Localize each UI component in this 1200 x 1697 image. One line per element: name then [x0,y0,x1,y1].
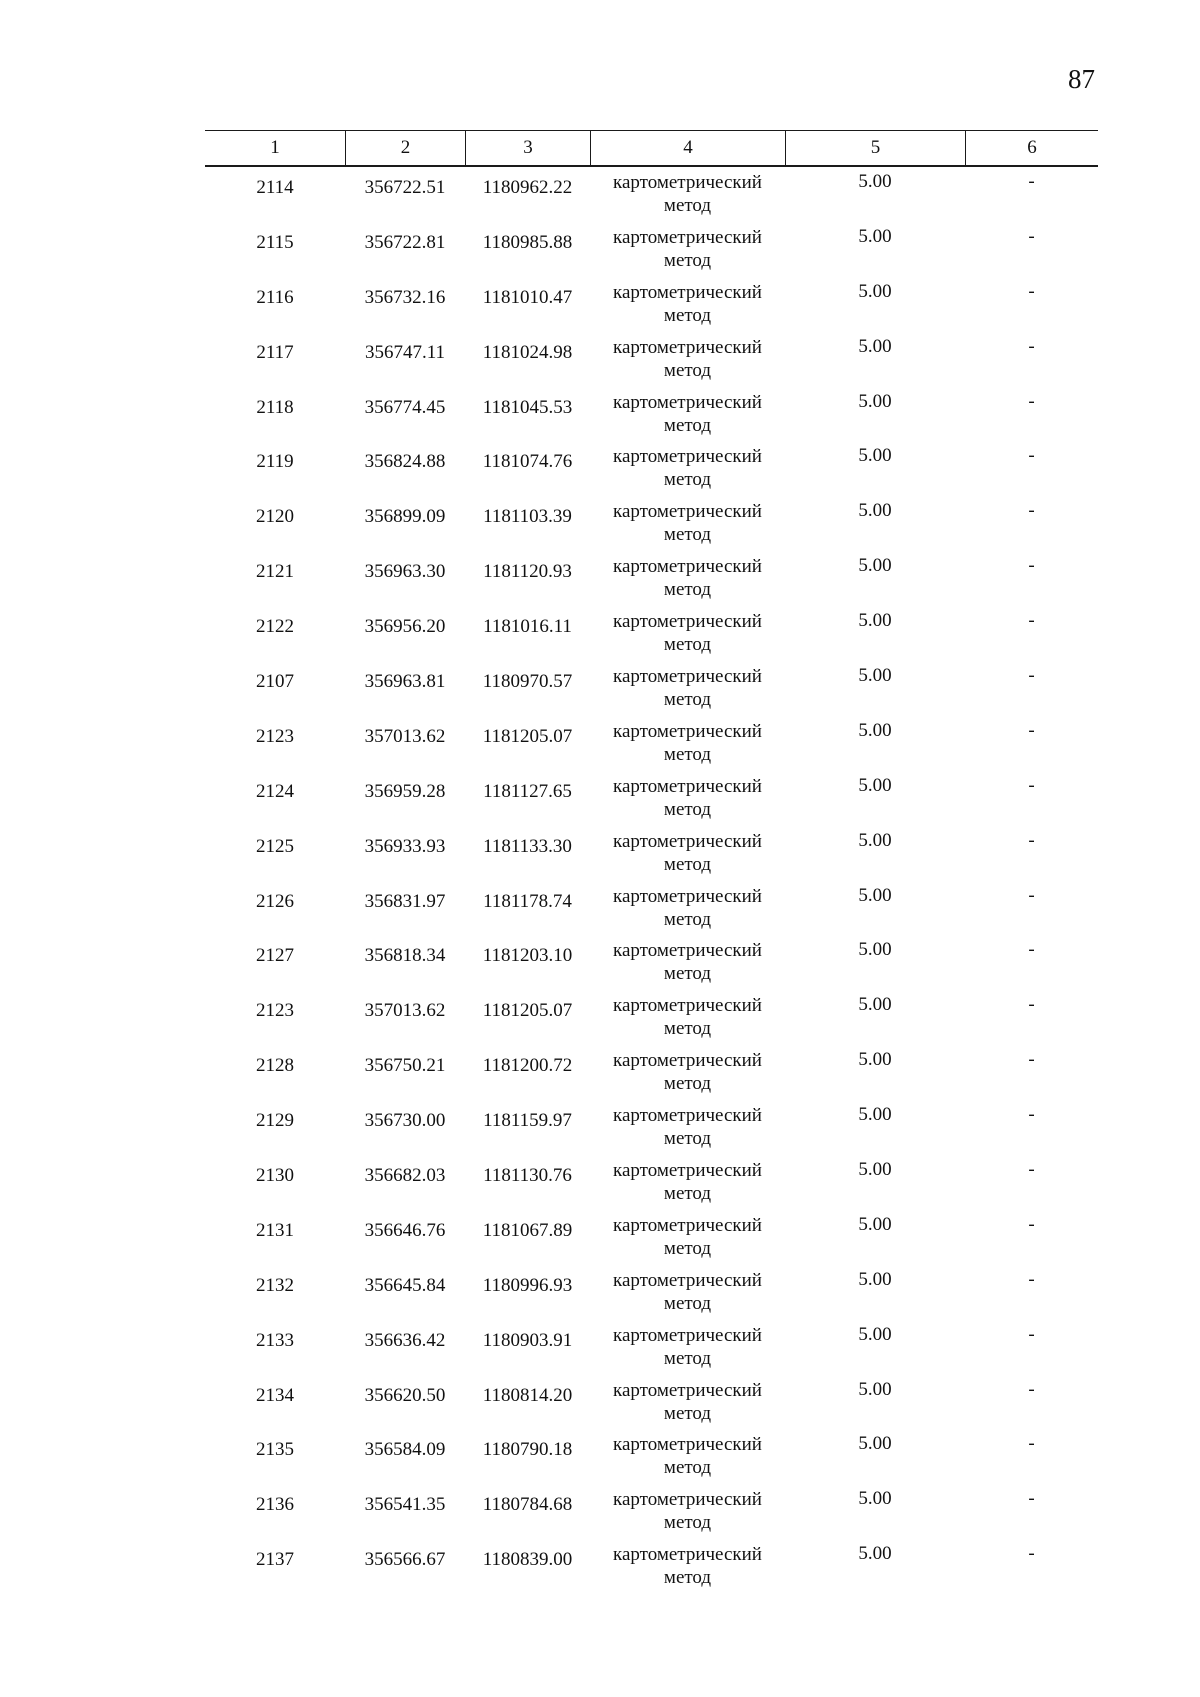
method-line-1: картометрический [613,720,762,742]
point-number-cell: 2130 [256,1165,294,1187]
method-cell [590,555,785,601]
note-cell: - [1028,225,1035,247]
header-col-3: 3 [465,131,590,165]
accuracy-cell: 5.00 [858,500,892,522]
x-coordinate-cell: 356620.50 [364,1384,446,1406]
method-line-2: метод [663,1567,712,1589]
method-cell [590,445,785,491]
table-row [205,167,1098,222]
method-line-1: картометрический [613,501,762,523]
note-cell: - [1028,610,1035,632]
method-line-1: картометрический [613,226,762,248]
y-coordinate-cell: 1180784.68 [482,1494,573,1516]
accuracy-cell: 5.00 [858,1268,892,1290]
point-number-cell: 2115 [256,231,294,253]
method-line-2: метод [663,634,712,656]
point-number-cell: 2137 [256,1549,294,1571]
y-coordinate-cell: 1181130.76 [483,1165,572,1187]
method-line-1: картометрический [613,1379,762,1401]
table-row [205,1265,1098,1320]
note-cell: - [1028,1543,1035,1565]
accuracy-cell: 5.00 [858,555,892,577]
method-cell [590,226,785,272]
y-coordinate-cell: 1180790.18 [482,1439,573,1461]
note-cell: - [1028,555,1035,577]
accuracy-cell: 5.00 [858,280,892,302]
accuracy-cell: 5.00 [858,1159,892,1181]
y-coordinate-cell: 1181045.53 [482,396,573,418]
method-line-1: картометрический [613,1105,762,1127]
table-row [205,551,1098,606]
method-line-2: метод [663,689,712,711]
accuracy-cell: 5.00 [858,335,892,357]
point-number-cell: 2123 [256,725,294,747]
method-cell [590,281,785,327]
table-row [205,1375,1098,1430]
x-coordinate-cell: 356963.81 [364,671,446,693]
coordinates-table [205,130,1098,1594]
accuracy-cell: 5.00 [858,829,892,851]
y-coordinate-cell: 1181074.76 [482,451,573,473]
method-cell [590,720,785,766]
table-row [205,716,1098,771]
method-cell [590,1543,785,1589]
method-line-2: метод [663,1457,712,1479]
accuracy-cell: 5.00 [858,665,892,687]
point-number-cell: 2132 [256,1274,294,1296]
x-coordinate-cell: 356824.88 [364,451,446,473]
method-line-2: метод [663,1183,712,1205]
accuracy-cell: 5.00 [858,884,892,906]
table-row [205,222,1098,277]
method-line-2: метод [663,1237,712,1259]
method-line-2: метод [663,579,712,601]
point-number-cell: 2114 [256,177,294,198]
accuracy-cell: 5.00 [858,1323,892,1345]
table-row [205,1429,1098,1484]
point-number-cell: 2129 [256,1110,294,1132]
y-coordinate-cell: 1180985.88 [482,231,573,253]
method-line-1: картометрический [613,1489,762,1511]
method-line-1: картометрический [613,1269,762,1291]
method-cell [590,1214,785,1260]
table-row [205,935,1098,990]
accuracy-cell: 5.00 [858,610,892,632]
method-line-2: метод [663,1018,712,1040]
x-coordinate-cell: 356730.00 [364,1110,446,1132]
x-coordinate-cell: 356566.67 [364,1549,446,1571]
point-number-cell: 2120 [256,506,294,528]
method-cell [590,1379,785,1425]
method-cell [590,939,785,985]
point-number-cell: 2123 [256,1000,294,1022]
point-number-cell: 2116 [256,286,294,308]
x-coordinate-cell: 356747.11 [364,341,446,363]
method-line-2: метод [663,359,712,381]
method-line-1: картометрический [613,830,762,852]
method-line-2: метод [663,743,712,765]
y-coordinate-cell: 1181067.89 [482,1219,573,1241]
table-row [205,771,1098,826]
y-coordinate-cell: 1180962.22 [482,177,573,198]
accuracy-cell: 5.00 [858,225,892,247]
method-line-1: картометрический [613,666,762,688]
note-cell: - [1028,719,1035,741]
method-line-1: картометрический [613,885,762,907]
y-coordinate-cell: 1180970.57 [482,671,573,693]
table-row [205,826,1098,881]
accuracy-cell: 5.00 [858,719,892,741]
table-row [205,1320,1098,1375]
method-line-2: метод [663,1347,712,1369]
method-cell [590,1433,785,1479]
method-cell [590,500,785,546]
x-coordinate-cell: 356682.03 [364,1165,446,1187]
y-coordinate-cell: 1180903.91 [482,1329,573,1351]
method-line-1: картометрический [613,1544,762,1566]
x-coordinate-cell: 356933.93 [364,835,446,857]
x-coordinate-cell: 356831.97 [364,890,446,912]
x-coordinate-cell: 356646.76 [364,1219,446,1241]
point-number-cell: 2131 [256,1219,294,1241]
method-line-1: картометрический [613,775,762,797]
table-row [205,1484,1098,1539]
accuracy-cell: 5.00 [858,1104,892,1126]
note-cell: - [1028,1049,1035,1071]
x-coordinate-cell: 357013.62 [364,725,446,747]
method-line-1: картометрический [613,281,762,303]
method-cell [590,665,785,711]
method-line-2: метод [663,1128,712,1150]
accuracy-cell: 5.00 [858,1488,892,1510]
y-coordinate-cell: 1181016.11 [483,616,572,638]
y-coordinate-cell: 1181010.47 [482,286,573,308]
accuracy-cell: 5.00 [858,1378,892,1400]
table-row [205,277,1098,332]
point-number-cell: 2128 [256,1055,294,1077]
note-cell: - [1028,1159,1035,1181]
note-cell: - [1028,445,1035,467]
x-coordinate-cell: 356750.21 [364,1055,446,1077]
y-coordinate-cell: 1180996.93 [482,1274,573,1296]
method-line-2: метод [663,1292,712,1314]
method-line-2: метод [663,853,712,875]
note-cell: - [1028,1378,1035,1400]
table-row [205,496,1098,551]
method-line-2: метод [663,798,712,820]
y-coordinate-cell: 1180814.20 [482,1384,573,1406]
table-header [205,130,1098,167]
table-row [205,387,1098,442]
note-cell: - [1028,939,1035,961]
point-number-cell: 2121 [256,561,294,583]
method-cell [590,775,785,821]
method-cell [590,1324,785,1370]
note-cell: - [1028,829,1035,851]
method-line-2: метод [663,963,712,985]
y-coordinate-cell: 1181133.30 [483,835,572,857]
accuracy-cell: 5.00 [858,774,892,796]
note-cell: - [1028,884,1035,906]
method-cell [590,1488,785,1534]
method-line-1: картометрический [613,1434,762,1456]
point-number-cell: 2117 [256,341,294,363]
y-coordinate-cell: 1180839.00 [482,1549,573,1571]
point-number-cell: 2135 [256,1439,294,1461]
x-coordinate-cell: 356818.34 [364,945,446,967]
method-line-1: картометрический [613,1160,762,1182]
x-coordinate-cell: 357013.62 [364,1000,446,1022]
accuracy-cell: 5.00 [858,445,892,467]
x-coordinate-cell: 356956.20 [364,616,446,638]
point-number-cell: 2124 [256,780,294,802]
x-coordinate-cell: 356645.84 [364,1274,446,1296]
method-line-1: картометрический [613,172,762,193]
y-coordinate-cell: 1181203.10 [482,945,573,967]
method-line-1: картометрический [613,611,762,633]
table-body [205,167,1098,1594]
y-coordinate-cell: 1181159.97 [483,1110,572,1132]
table-row [205,441,1098,496]
header-col-1: 1 [270,137,280,158]
x-coordinate-cell: 356541.35 [364,1494,446,1516]
method-line-1: картометрический [613,556,762,578]
accuracy-cell: 5.00 [858,1213,892,1235]
page-number: 87 [1068,64,1095,94]
accuracy-cell: 5.00 [858,939,892,961]
table-row [205,1045,1098,1100]
accuracy-cell: 5.00 [858,994,892,1016]
method-cell [590,1269,785,1315]
point-number-cell: 2134 [256,1384,294,1406]
method-line-2: метод [663,414,712,436]
y-coordinate-cell: 1181205.07 [482,1000,573,1022]
method-cell [590,1049,785,1095]
method-cell [590,336,785,382]
note-cell: - [1028,1323,1035,1345]
note-cell: - [1028,1268,1035,1290]
method-cell [590,885,785,931]
method-cell [590,610,785,656]
y-coordinate-cell: 1181103.39 [483,506,572,528]
header-col-5: 5 [785,131,965,165]
method-cell [590,1159,785,1205]
method-line-1: картометрический [613,446,762,468]
method-line-1: картометрический [613,940,762,962]
note-cell: - [1028,665,1035,687]
accuracy-cell: 5.00 [858,1049,892,1071]
point-number-cell: 2133 [256,1329,294,1351]
table-row [205,1539,1098,1594]
y-coordinate-cell: 1181024.98 [482,341,573,363]
method-line-2: метод [663,1402,712,1424]
method-line-1: картометрический [613,1214,762,1236]
x-coordinate-cell: 356636.42 [364,1329,446,1351]
table-row [205,661,1098,716]
table-row [205,881,1098,936]
point-number-cell: 2107 [256,671,294,693]
method-cell [590,830,785,876]
note-cell: - [1028,390,1035,412]
method-cell [590,994,785,1040]
method-line-1: картометрический [613,336,762,358]
point-number-cell: 2127 [256,945,294,967]
accuracy-cell: 5.00 [858,390,892,412]
y-coordinate-cell: 1181120.93 [483,561,572,583]
method-cell [590,391,785,437]
method-cell [590,171,785,217]
note-cell: - [1028,1488,1035,1510]
table-row [205,1210,1098,1265]
method-line-2: метод [663,524,712,546]
table-row [205,1100,1098,1155]
table-row [205,1155,1098,1210]
method-line-2: метод [663,249,712,271]
y-coordinate-cell: 1181205.07 [482,725,573,747]
point-number-cell: 2136 [256,1494,294,1516]
y-coordinate-cell: 1181127.65 [483,780,572,802]
note-cell: - [1028,1104,1035,1126]
method-line-1: картометрический [613,995,762,1017]
header-col-2: 2 [345,131,465,165]
note-cell: - [1028,774,1035,796]
x-coordinate-cell: 356722.81 [364,231,446,253]
table-row [205,606,1098,661]
point-number-cell: 2125 [256,835,294,857]
x-coordinate-cell: 356899.09 [364,506,446,528]
x-coordinate-cell: 356732.16 [364,286,446,308]
note-cell: - [1028,1433,1035,1455]
x-coordinate-cell: 356722.51 [364,177,446,198]
y-coordinate-cell: 1181200.72 [482,1055,573,1077]
accuracy-cell: 5.00 [858,1433,892,1455]
method-line-2: метод [663,469,712,491]
note-cell: - [1028,171,1035,192]
header-col-4: 4 [590,131,785,165]
method-line-2: метод [663,195,712,216]
y-coordinate-cell: 1181178.74 [483,890,572,912]
x-coordinate-cell: 356959.28 [364,780,446,802]
note-cell: - [1028,335,1035,357]
method-line-2: метод [663,1073,712,1095]
point-number-cell: 2119 [256,451,294,473]
note-cell: - [1028,1213,1035,1235]
table-row [205,332,1098,387]
table-row [205,990,1098,1045]
header-col-6: 6 [965,131,1098,165]
method-line-2: метод [663,1512,712,1534]
note-cell: - [1028,500,1035,522]
accuracy-cell: 5.00 [858,1543,892,1565]
method-line-1: картометрический [613,1050,762,1072]
point-number-cell: 2126 [256,890,294,912]
method-line-1: картометрический [613,1324,762,1346]
method-cell [590,1104,785,1150]
point-number-cell: 2118 [256,396,294,418]
x-coordinate-cell: 356584.09 [364,1439,446,1461]
method-line-2: метод [663,304,712,326]
accuracy-cell: 5.00 [858,171,892,192]
note-cell: - [1028,280,1035,302]
point-number-cell: 2122 [256,616,294,638]
x-coordinate-cell: 356963.30 [364,561,446,583]
method-line-2: метод [663,908,712,930]
method-line-1: картометрический [613,391,762,413]
note-cell: - [1028,994,1035,1016]
x-coordinate-cell: 356774.45 [364,396,446,418]
